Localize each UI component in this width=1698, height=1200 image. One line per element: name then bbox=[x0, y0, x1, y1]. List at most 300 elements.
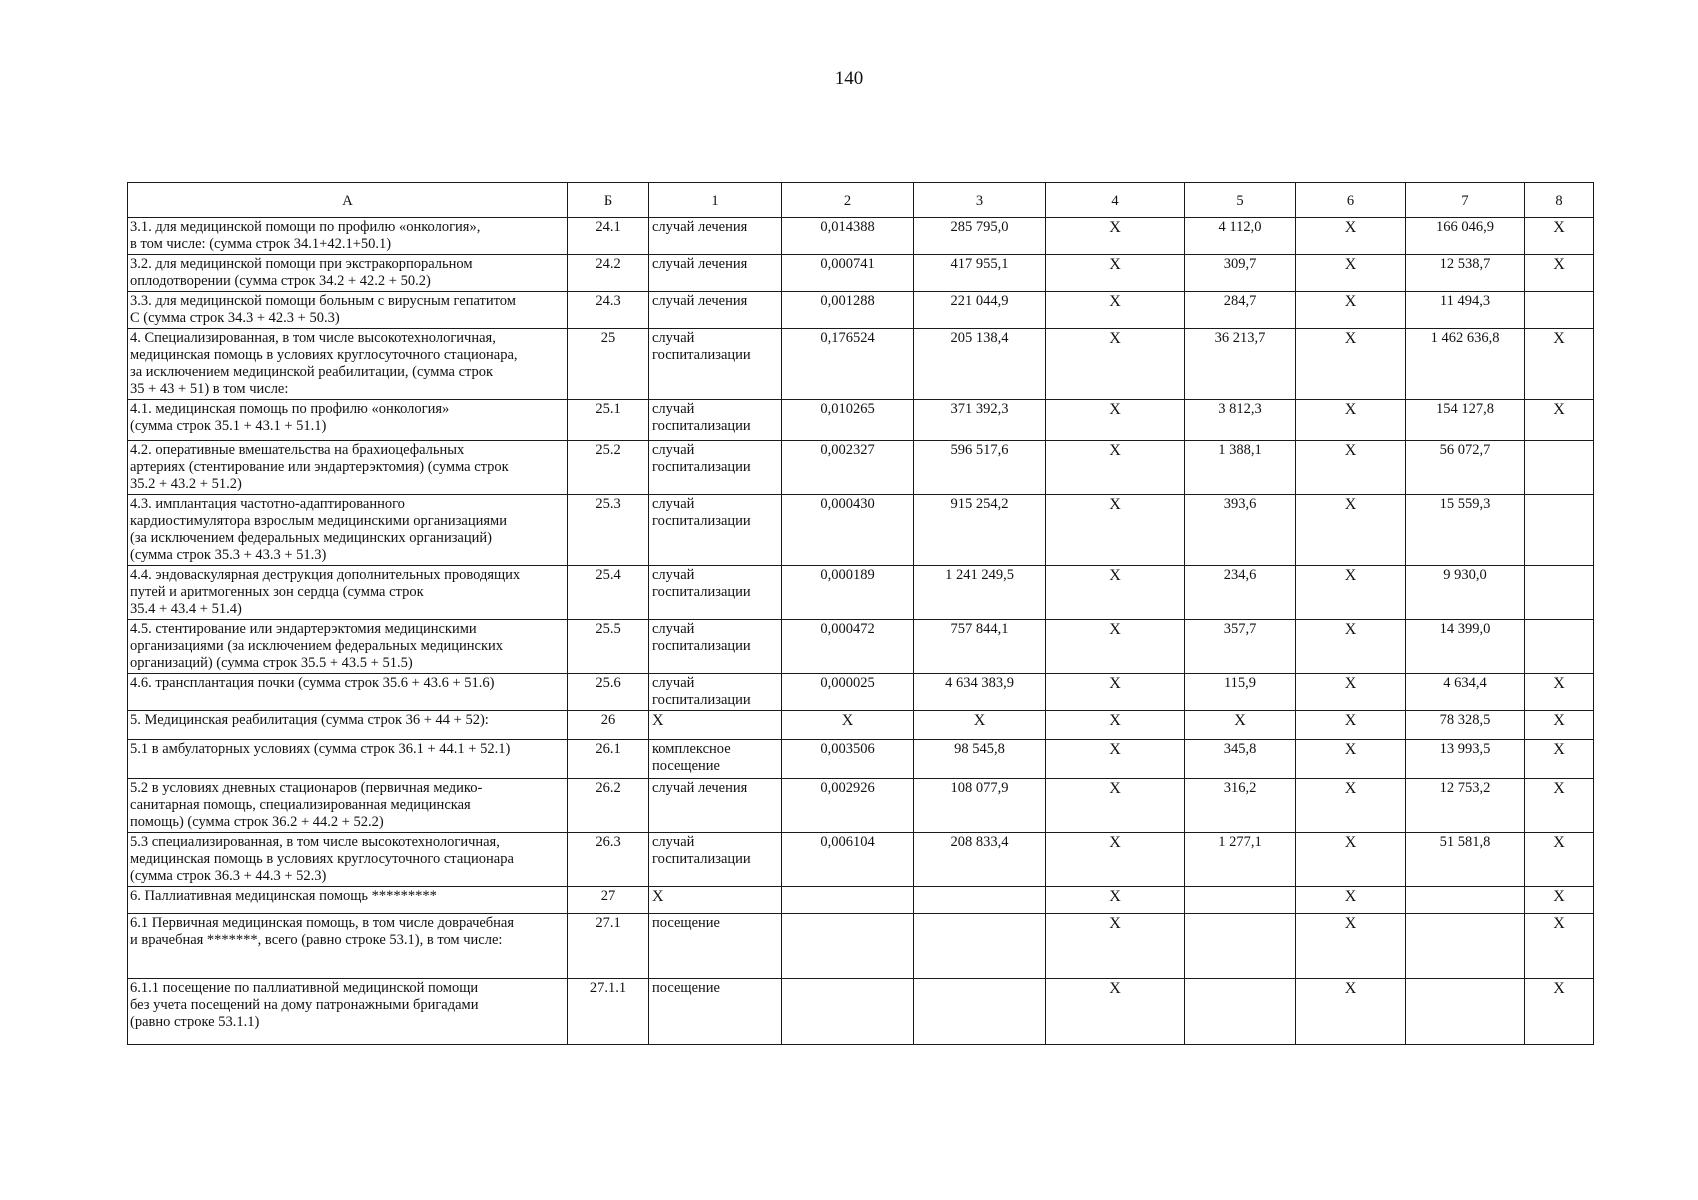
col-5-cell bbox=[1185, 292, 1296, 329]
cell-text-line: артериях (стентирование или эндартерэктомия) (сумма строк bbox=[130, 459, 509, 475]
cell-text-line: 26.3 bbox=[595, 834, 621, 850]
cell-text-line: 6. Паллиативная медицинская помощь ********* bbox=[130, 888, 437, 904]
col-6-cell bbox=[1296, 292, 1406, 329]
col-7-cell bbox=[1406, 441, 1525, 495]
cell-text-line: 1 277,1 bbox=[1218, 834, 1262, 850]
cell-text-line: 24.2 bbox=[595, 256, 621, 272]
col-6-cell bbox=[1296, 329, 1406, 400]
col-2-cell bbox=[782, 674, 914, 711]
cell-text-line: X bbox=[1109, 219, 1121, 236]
cell-text-line: 35.2 + 43.2 + 51.2) bbox=[130, 476, 242, 492]
row-name-cell bbox=[128, 495, 568, 566]
col-4-cell bbox=[1046, 441, 1185, 495]
cell-text-line: 6.1 Первичная медицинская помощь, в том числе доврачебная bbox=[130, 915, 515, 931]
unit-cell bbox=[649, 979, 782, 1045]
cell-text-line: X bbox=[1344, 219, 1357, 236]
col-2-cell bbox=[782, 329, 914, 400]
table-row bbox=[128, 674, 1594, 711]
col-5-cell bbox=[1185, 887, 1296, 914]
col-8-cell bbox=[1525, 779, 1594, 833]
cell-text-line: без учета посещений на дому патронажными бригадами bbox=[130, 997, 479, 1013]
row-number-cell bbox=[568, 674, 649, 711]
cell-text-line: 345,8 bbox=[1223, 741, 1257, 757]
cell-text-line: 108 077,9 bbox=[950, 780, 1009, 796]
cell-text-line: 78 328,5 bbox=[1439, 712, 1491, 728]
unit-cell bbox=[649, 740, 782, 779]
row-number-cell bbox=[568, 833, 649, 887]
cell-text-line: X bbox=[841, 712, 854, 729]
cell-text-line: 5.3 специализированная, в том числе высокотехнологичная, bbox=[130, 834, 500, 850]
cell-text-line: X bbox=[1109, 567, 1121, 584]
cell-text-line: 27 bbox=[600, 888, 616, 904]
col-6-cell bbox=[1296, 255, 1406, 292]
col-8-cell bbox=[1525, 979, 1594, 1045]
cell-text-line: 1 388,1 bbox=[1218, 442, 1262, 458]
cell-text-line: X bbox=[1109, 621, 1121, 638]
col-5-cell bbox=[1185, 779, 1296, 833]
col-6-cell bbox=[1296, 979, 1406, 1045]
cell-text-line: 596 517,6 bbox=[950, 442, 1009, 458]
cell-text-line: X bbox=[1109, 741, 1121, 758]
cell-text-line: 4.3. имплантация частотно-адаптированного bbox=[130, 496, 405, 512]
column-header: 7 bbox=[1406, 183, 1525, 218]
table-body bbox=[128, 218, 1594, 1045]
cell-text-line: 154 127,8 bbox=[1436, 401, 1494, 417]
cell-text-line: 915 254,2 bbox=[950, 496, 1009, 512]
row-number-cell bbox=[568, 711, 649, 740]
col-5-cell bbox=[1185, 400, 1296, 441]
col-3-cell bbox=[914, 740, 1046, 779]
cell-text-line: 3.1. для медицинской помощи по профилю «онкология», bbox=[130, 219, 481, 235]
table-row bbox=[128, 495, 1594, 566]
cell-text-line: 11 494,3 bbox=[1439, 293, 1491, 309]
row-number-cell bbox=[568, 292, 649, 329]
cell-text-line: 25.5 bbox=[595, 621, 621, 637]
col-4-cell bbox=[1046, 674, 1185, 711]
col-4-cell bbox=[1046, 620, 1185, 674]
cell-text-line: 56 072,7 bbox=[1439, 442, 1491, 458]
cell-text-line: 3 812,3 bbox=[1218, 401, 1262, 417]
col-3-cell bbox=[914, 255, 1046, 292]
unit-cell bbox=[649, 914, 782, 979]
cell-text-line: за исключением медицинской реабилитации, (сумма строк bbox=[130, 364, 494, 380]
unit-cell bbox=[649, 620, 782, 674]
row-number-cell bbox=[568, 255, 649, 292]
table-row bbox=[128, 914, 1594, 979]
col-7-cell bbox=[1406, 740, 1525, 779]
col-8-cell bbox=[1525, 740, 1594, 779]
cell-text-line: X bbox=[1109, 256, 1121, 273]
row-number-cell bbox=[568, 400, 649, 441]
table-row bbox=[128, 329, 1594, 400]
col-8-cell bbox=[1525, 620, 1594, 674]
table-row bbox=[128, 620, 1594, 674]
cell-text-line: 371 392,3 bbox=[950, 401, 1009, 417]
row-name-cell bbox=[128, 674, 568, 711]
cell-text-line: (сумма строк 35.1 + 43.1 + 51.1) bbox=[130, 418, 327, 434]
col-4-cell bbox=[1046, 779, 1185, 833]
cell-text-line: 26.2 bbox=[595, 780, 621, 796]
col-2-cell bbox=[782, 255, 914, 292]
cell-text-line: госпитализации bbox=[652, 692, 751, 708]
unit-cell bbox=[649, 329, 782, 400]
cell-text-line: 4. Специализированная, в том числе высокотехнологичная, bbox=[130, 330, 496, 346]
cell-text-line: 13 993,5 bbox=[1439, 741, 1491, 757]
row-name-cell bbox=[128, 779, 568, 833]
col-5-cell bbox=[1185, 740, 1296, 779]
unit-cell bbox=[649, 441, 782, 495]
unit-cell bbox=[649, 779, 782, 833]
cell-text-line: путей и аритмогенных зон сердца (сумма строк bbox=[130, 584, 424, 600]
col-8-cell bbox=[1525, 887, 1594, 914]
unit-cell bbox=[649, 400, 782, 441]
col-2-cell bbox=[782, 887, 914, 914]
col-7-cell bbox=[1406, 400, 1525, 441]
cell-text-line: X bbox=[1553, 256, 1565, 273]
col-4-cell bbox=[1046, 740, 1185, 779]
col-3-cell bbox=[914, 400, 1046, 441]
cell-text-line: 0,003506 bbox=[820, 741, 875, 757]
cell-text-line: X bbox=[1109, 675, 1121, 692]
col-8-cell bbox=[1525, 674, 1594, 711]
col-5-cell bbox=[1185, 441, 1296, 495]
cell-text-line: случай bbox=[652, 442, 695, 458]
cell-text-line: X bbox=[1553, 915, 1565, 932]
col-2-cell bbox=[782, 495, 914, 566]
col-2-cell bbox=[782, 711, 914, 740]
cell-text-line: 25.2 bbox=[595, 442, 621, 458]
cell-text-line: X bbox=[973, 712, 986, 729]
cell-text-line: случай bbox=[652, 330, 695, 346]
col-7-cell bbox=[1406, 329, 1525, 400]
cell-text-line: 24.3 bbox=[595, 293, 621, 309]
table-row bbox=[128, 833, 1594, 887]
col-8-cell bbox=[1525, 218, 1594, 255]
col-3-cell bbox=[914, 779, 1046, 833]
col-5-cell bbox=[1185, 674, 1296, 711]
col-6-cell bbox=[1296, 914, 1406, 979]
col-4-cell bbox=[1046, 255, 1185, 292]
cell-text-line: госпитализации bbox=[652, 851, 751, 867]
col-3-cell bbox=[914, 979, 1046, 1045]
table-row bbox=[128, 887, 1594, 914]
col-7-cell bbox=[1406, 833, 1525, 887]
unit-cell bbox=[649, 887, 782, 914]
cell-text-line: X bbox=[1109, 401, 1121, 418]
cell-text-line: случай лечения bbox=[652, 219, 748, 235]
row-number-cell bbox=[568, 914, 649, 979]
cell-text-line: X bbox=[1344, 401, 1357, 418]
col-6-cell bbox=[1296, 833, 1406, 887]
unit-cell bbox=[649, 711, 782, 740]
cell-text-line: X bbox=[1553, 219, 1565, 236]
cell-text-line: и врачебная *******, всего (равно строке 53.1), в том числе: bbox=[130, 932, 503, 948]
cell-text-line: 0,002926 bbox=[820, 780, 875, 796]
col-6-cell bbox=[1296, 495, 1406, 566]
cell-text-line: X bbox=[1109, 712, 1121, 729]
cell-text-line: X bbox=[1109, 915, 1121, 932]
col-6-cell bbox=[1296, 566, 1406, 620]
col-4-cell bbox=[1046, 833, 1185, 887]
row-number-cell bbox=[568, 887, 649, 914]
cell-text-line: 4.4. эндоваскулярная деструкция дополнительных проводящих bbox=[130, 567, 521, 583]
row-number-cell bbox=[568, 740, 649, 779]
page-number: 140 bbox=[834, 68, 864, 89]
col-4-cell bbox=[1046, 292, 1185, 329]
cell-text-line: X bbox=[1234, 712, 1246, 729]
cell-text-line: (сумма строк 35.3 + 43.3 + 51.3) bbox=[130, 547, 327, 563]
data-table bbox=[127, 182, 1594, 1045]
cell-text-line: X bbox=[1553, 401, 1565, 418]
row-name-cell bbox=[128, 292, 568, 329]
cell-text-line: 5.2 в условиях дневных стационаров (первичная медико- bbox=[130, 780, 483, 796]
col-7-cell bbox=[1406, 711, 1525, 740]
cell-text-line: X bbox=[1553, 980, 1565, 997]
col-8-cell bbox=[1525, 495, 1594, 566]
unit-cell bbox=[649, 674, 782, 711]
unit-cell bbox=[649, 292, 782, 329]
cell-text-line: X bbox=[1109, 980, 1121, 997]
cell-text-line: случай bbox=[652, 401, 695, 417]
cell-text-line: 208 833,4 bbox=[950, 834, 1009, 850]
col-3-cell bbox=[914, 441, 1046, 495]
col-6-cell bbox=[1296, 887, 1406, 914]
cell-text-line: случай bbox=[652, 675, 695, 691]
cell-text-line: случай bbox=[652, 496, 695, 512]
row-name-cell bbox=[128, 740, 568, 779]
cell-text-line: 27.1.1 bbox=[589, 980, 627, 996]
cell-text-line: 0,001288 bbox=[820, 293, 875, 309]
cell-text-line: X bbox=[1344, 780, 1357, 797]
cell-text-line: 393,6 bbox=[1223, 496, 1257, 512]
cell-text-line: 25.3 bbox=[595, 496, 621, 512]
cell-text-line: госпитализации bbox=[652, 513, 751, 529]
cell-text-line: госпитализации bbox=[652, 584, 751, 600]
col-5-cell bbox=[1185, 914, 1296, 979]
row-name-cell bbox=[128, 329, 568, 400]
col-4-cell bbox=[1046, 400, 1185, 441]
cell-text-line: 417 955,1 bbox=[950, 256, 1009, 272]
cell-text-line: 166 046,9 bbox=[1436, 219, 1494, 235]
cell-text-line: 0,006104 bbox=[820, 834, 875, 850]
col-6-cell bbox=[1296, 400, 1406, 441]
cell-text-line: 0,002327 bbox=[820, 442, 875, 458]
col-5-cell bbox=[1185, 255, 1296, 292]
col-2-cell bbox=[782, 566, 914, 620]
col-6-cell bbox=[1296, 711, 1406, 740]
col-6-cell bbox=[1296, 218, 1406, 255]
col-5-cell bbox=[1185, 620, 1296, 674]
cell-text-line: 12 753,2 bbox=[1439, 780, 1491, 796]
cell-text-line: помощь) (сумма строк 36.2 + 44.2 + 52.2) bbox=[130, 814, 384, 830]
cell-text-line: случай bbox=[652, 621, 695, 637]
cell-text-line: X bbox=[1109, 330, 1121, 347]
cell-text-line: 316,2 bbox=[1223, 780, 1257, 796]
cell-text-line: X bbox=[1109, 293, 1121, 310]
cell-text-line: X bbox=[1553, 675, 1565, 692]
cell-text-line: С (сумма строк 34.3 + 42.3 + 50.3) bbox=[130, 310, 340, 326]
row-number-cell bbox=[568, 218, 649, 255]
cell-text-line: 15 559,3 bbox=[1439, 496, 1491, 512]
cell-text-line: X bbox=[1344, 980, 1357, 997]
table-row bbox=[128, 711, 1594, 740]
row-name-cell bbox=[128, 441, 568, 495]
row-name-cell bbox=[128, 620, 568, 674]
table-row bbox=[128, 255, 1594, 292]
col-5-cell bbox=[1185, 979, 1296, 1045]
col-3-cell bbox=[914, 495, 1046, 566]
col-2-cell bbox=[782, 914, 914, 979]
cell-text-line: X bbox=[1553, 330, 1565, 347]
col-7-cell bbox=[1406, 979, 1525, 1045]
col-7-cell bbox=[1406, 495, 1525, 566]
col-3-cell bbox=[914, 711, 1046, 740]
col-5-cell bbox=[1185, 495, 1296, 566]
row-number-cell bbox=[568, 495, 649, 566]
cell-text-line: X bbox=[1344, 621, 1357, 638]
cell-text-line: 26 bbox=[600, 712, 616, 728]
row-name-cell bbox=[128, 255, 568, 292]
cell-text-line: в том числе: (сумма строк 34.1+42.1+50.1) bbox=[130, 236, 392, 252]
cell-text-line: X bbox=[1344, 496, 1357, 513]
cell-text-line: 6.1.1 посещение по паллиативной медицинской помощи bbox=[130, 980, 479, 996]
cell-text-line: X bbox=[1553, 712, 1565, 729]
cell-text-line: 0,000025 bbox=[820, 675, 875, 691]
col-4-cell bbox=[1046, 914, 1185, 979]
cell-text-line: 0,000189 bbox=[820, 567, 875, 583]
cell-text-line: посещение bbox=[652, 758, 720, 774]
row-name-cell bbox=[128, 833, 568, 887]
col-4-cell bbox=[1046, 566, 1185, 620]
col-4-cell bbox=[1046, 887, 1185, 914]
table-row bbox=[128, 292, 1594, 329]
col-2-cell bbox=[782, 441, 914, 495]
column-header: 1 bbox=[649, 183, 782, 218]
cell-text-line: X bbox=[1553, 834, 1565, 851]
cell-text-line: 1 241 249,5 bbox=[945, 567, 1014, 583]
cell-text-line: X bbox=[1344, 741, 1357, 758]
cell-text-line: 0,010265 bbox=[820, 401, 875, 417]
col-3-cell bbox=[914, 674, 1046, 711]
cell-text-line: госпитализации bbox=[652, 418, 751, 434]
cell-text-line: 3.3. для медицинской помощи больным с вирусным гепатитом bbox=[130, 293, 516, 309]
cell-text-line: 25.4 bbox=[595, 567, 621, 583]
col-7-cell bbox=[1406, 218, 1525, 255]
col-4-cell bbox=[1046, 979, 1185, 1045]
cell-text-line: 0,000741 bbox=[820, 256, 875, 272]
col-4-cell bbox=[1046, 218, 1185, 255]
row-number-cell bbox=[568, 441, 649, 495]
row-name-cell bbox=[128, 887, 568, 914]
cell-text-line: X bbox=[1344, 888, 1357, 905]
cell-text-line: госпитализации bbox=[652, 638, 751, 654]
row-name-cell bbox=[128, 711, 568, 740]
unit-cell bbox=[649, 218, 782, 255]
col-3-cell bbox=[914, 833, 1046, 887]
cell-text-line: санитарная помощь, специализированная медицинская bbox=[130, 797, 471, 813]
col-7-cell bbox=[1406, 255, 1525, 292]
cell-text-line: X bbox=[1344, 567, 1357, 584]
cell-text-line: 51 581,8 bbox=[1439, 834, 1491, 850]
col-5-cell bbox=[1185, 329, 1296, 400]
col-2-cell bbox=[782, 979, 914, 1045]
cell-text-line: 25.6 bbox=[595, 675, 621, 691]
cell-text-line: (равно строке 53.1.1) bbox=[130, 1014, 260, 1030]
cell-text-line: случай лечения bbox=[652, 293, 748, 309]
cell-text-line: 1 462 636,8 bbox=[1430, 330, 1500, 346]
table-header-row bbox=[128, 183, 1594, 218]
col-2-cell bbox=[782, 779, 914, 833]
col-2-cell bbox=[782, 292, 914, 329]
table-row bbox=[128, 400, 1594, 441]
cell-text-line: 205 138,4 bbox=[950, 330, 1009, 346]
cell-text-line: случай bbox=[652, 834, 695, 850]
cell-text-line: 35.4 + 43.4 + 51.4) bbox=[130, 601, 242, 617]
cell-text-line: 14 399,0 bbox=[1439, 621, 1491, 637]
cell-text-line: 4 112,0 bbox=[1218, 219, 1262, 235]
cell-text-line: X bbox=[1109, 496, 1121, 513]
cell-text-line: случай лечения bbox=[652, 780, 748, 796]
row-number-cell bbox=[568, 329, 649, 400]
cell-text-line: 234,6 bbox=[1223, 567, 1257, 583]
cell-text-line: 4 634 383,9 bbox=[945, 675, 1014, 691]
col-3-cell bbox=[914, 329, 1046, 400]
unit-cell bbox=[649, 255, 782, 292]
cell-text-line: 284,7 bbox=[1223, 293, 1257, 309]
cell-text-line: 4.1. медицинская помощь по профилю «онкология» bbox=[130, 401, 450, 417]
row-number-cell bbox=[568, 620, 649, 674]
col-5-cell bbox=[1185, 711, 1296, 740]
col-5-cell bbox=[1185, 218, 1296, 255]
col-6-cell bbox=[1296, 620, 1406, 674]
cell-text-line: 309,7 bbox=[1223, 256, 1257, 272]
cell-text-line: 98 545,8 bbox=[954, 741, 1005, 757]
cell-text-line: организаций) (сумма строк 35.5 + 43.5 + 51.5) bbox=[130, 655, 413, 671]
cell-text-line: 25 bbox=[600, 330, 616, 346]
cell-text-line: 36 213,7 bbox=[1214, 330, 1266, 346]
col-2-cell bbox=[782, 833, 914, 887]
col-8-cell bbox=[1525, 566, 1594, 620]
table-row bbox=[128, 218, 1594, 255]
cell-text-line: X bbox=[652, 712, 664, 729]
col-3-cell bbox=[914, 887, 1046, 914]
cell-text-line: X bbox=[1344, 293, 1357, 310]
col-7-cell bbox=[1406, 620, 1525, 674]
col-8-cell bbox=[1525, 914, 1594, 979]
cell-text-line: 757 844,1 bbox=[950, 621, 1009, 637]
cell-text-line: X bbox=[1553, 888, 1565, 905]
cell-text-line: 4 634,4 bbox=[1443, 675, 1487, 691]
cell-text-line: 9 930,0 bbox=[1443, 567, 1487, 583]
col-8-cell bbox=[1525, 255, 1594, 292]
col-8-cell bbox=[1525, 400, 1594, 441]
col-8-cell bbox=[1525, 833, 1594, 887]
col-6-cell bbox=[1296, 779, 1406, 833]
column-header: 8 bbox=[1525, 183, 1594, 218]
cell-text-line: госпитализации bbox=[652, 459, 751, 475]
cell-text-line: 357,7 bbox=[1223, 621, 1257, 637]
col-3-cell bbox=[914, 218, 1046, 255]
row-number-cell bbox=[568, 979, 649, 1045]
col-4-cell bbox=[1046, 711, 1185, 740]
col-7-cell bbox=[1406, 779, 1525, 833]
col-3-cell bbox=[914, 566, 1046, 620]
cell-text-line: 12 538,7 bbox=[1439, 256, 1491, 272]
cell-text-line: оплодотворении (сумма строк 34.2 + 42.2 + 50.2) bbox=[130, 273, 431, 289]
cell-text-line: 26.1 bbox=[595, 741, 621, 757]
cell-text-line: X bbox=[1109, 442, 1121, 459]
cell-text-line: посещение bbox=[652, 915, 720, 931]
